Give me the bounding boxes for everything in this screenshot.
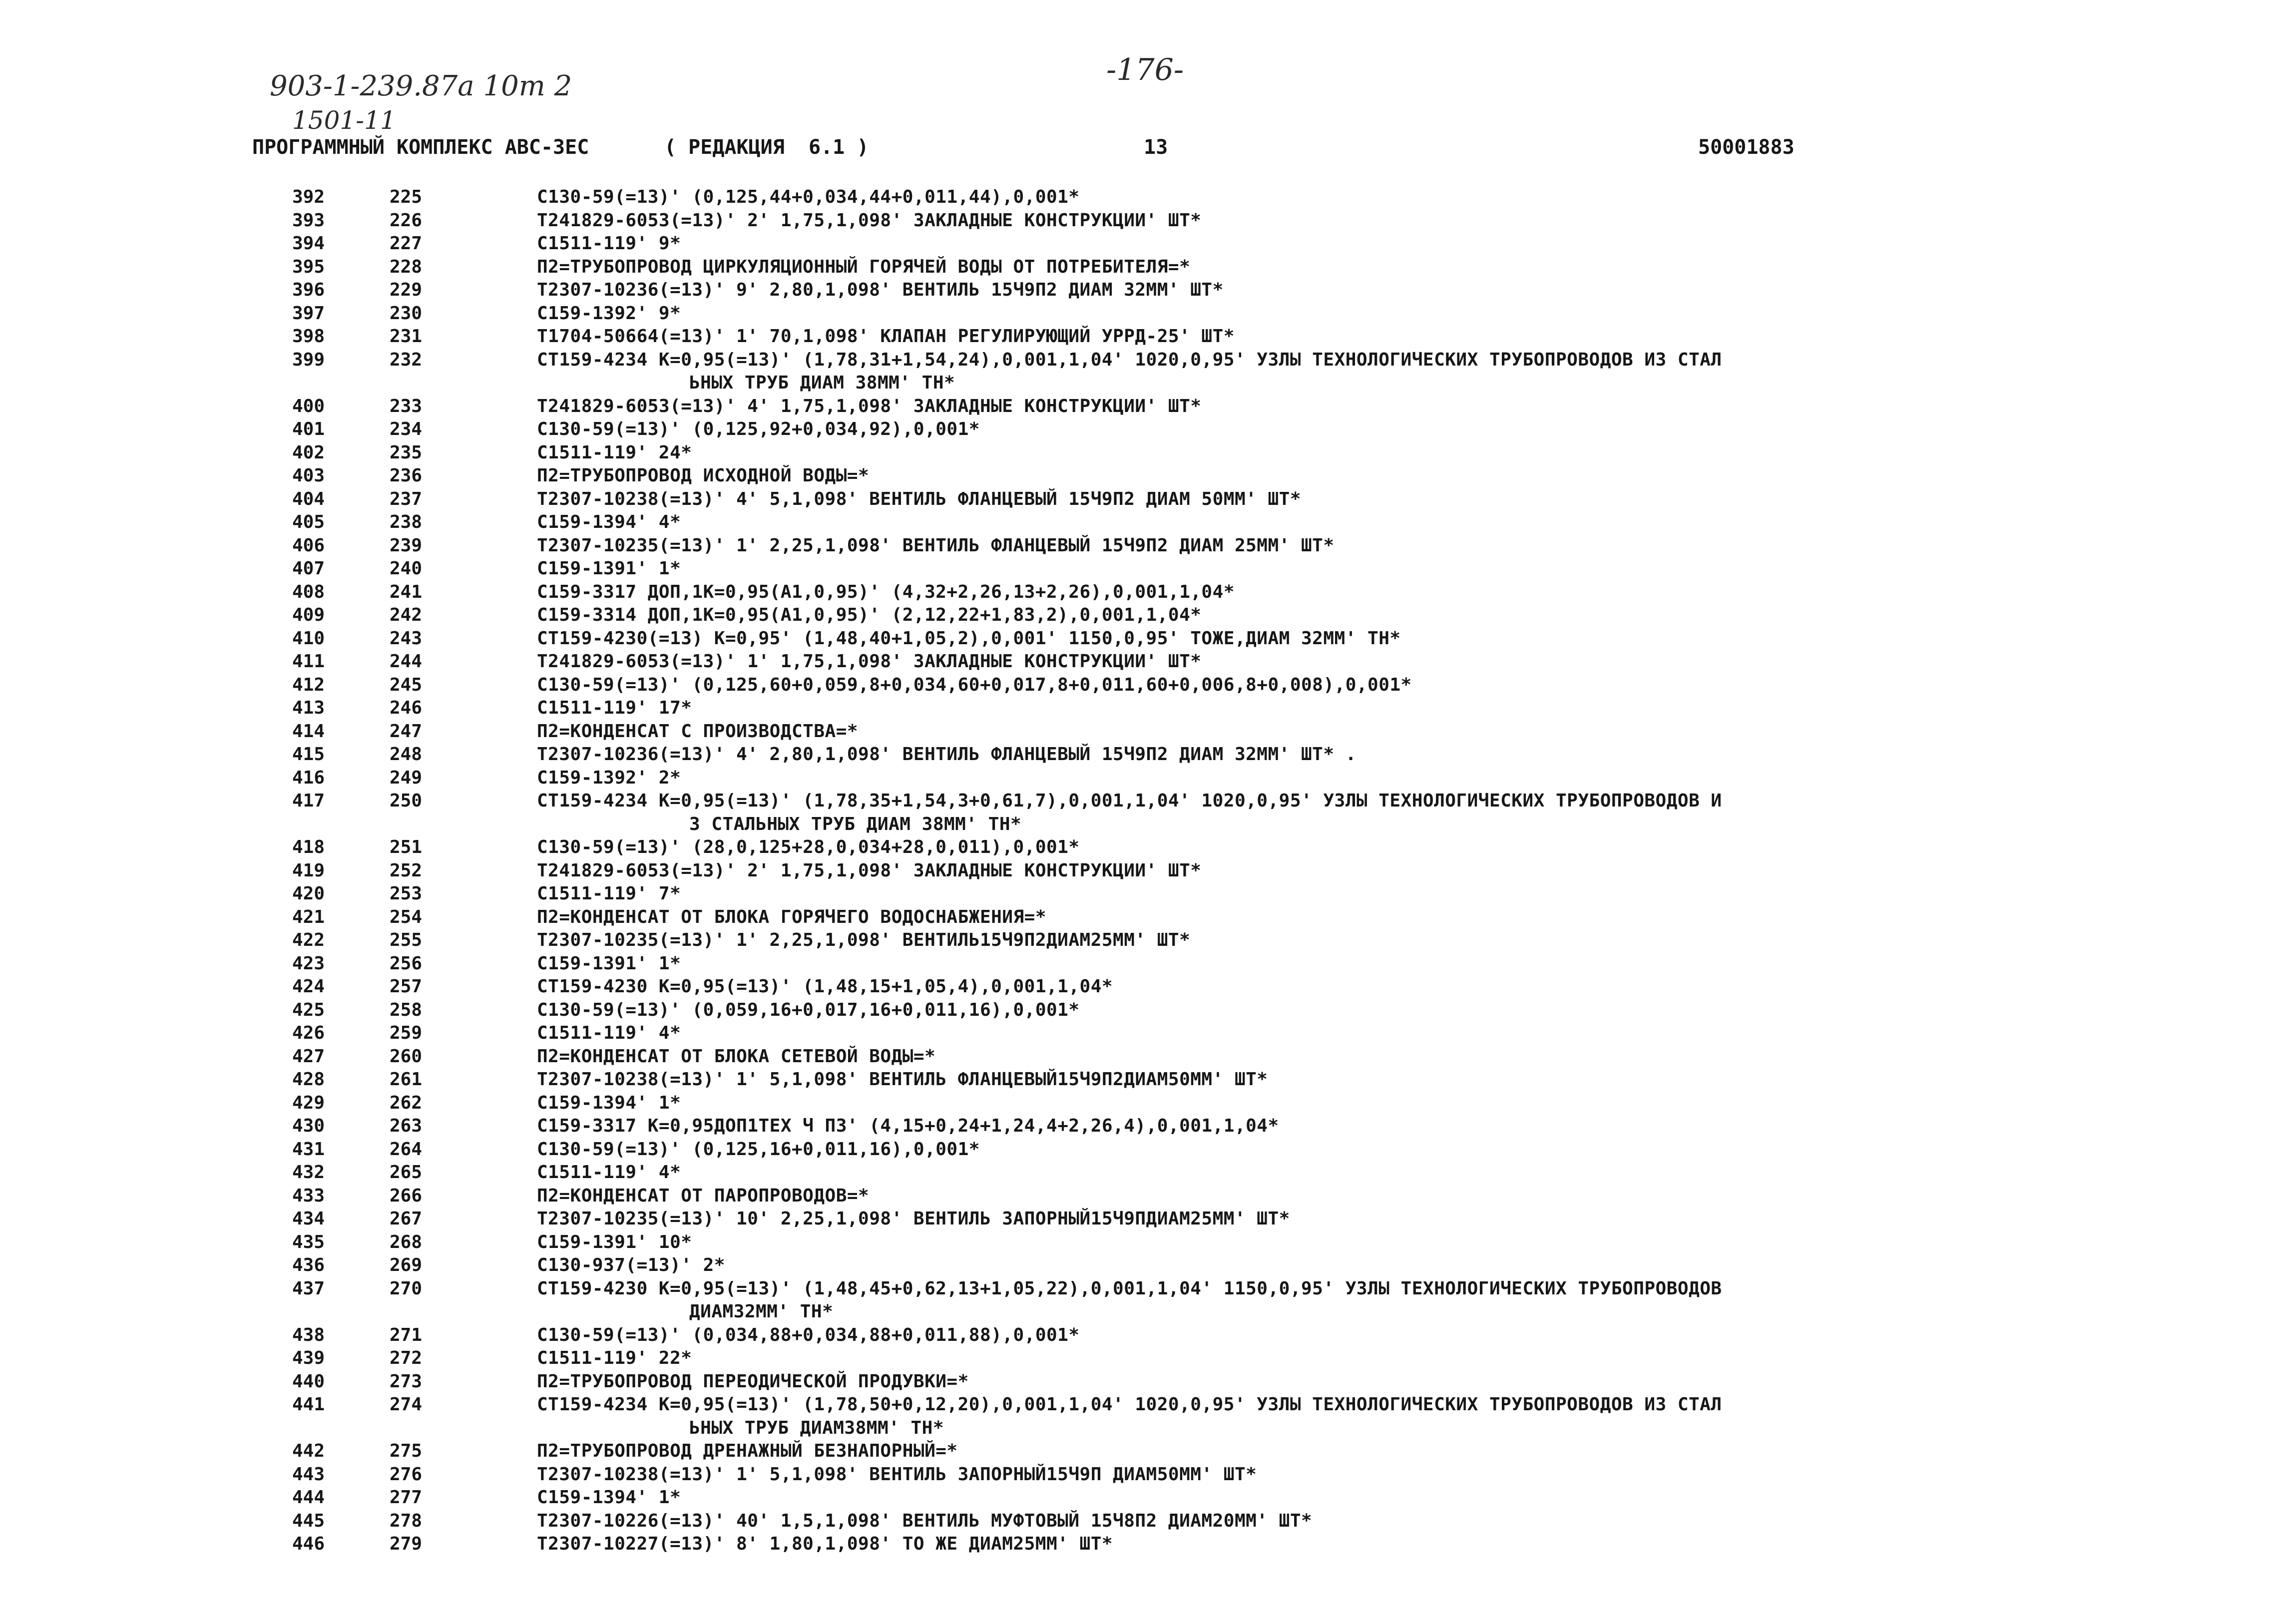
listing-line bbox=[0, 1231, 2273, 1254]
statement-number: 269 bbox=[390, 1255, 423, 1275]
listing-line bbox=[0, 697, 2273, 720]
listing-line bbox=[0, 790, 2273, 813]
statement-text: Т2307-10235(=13)' 1' 2,25,1,098' ВЕНТИЛЬ ФЛАНЦЕВЫЙ 15Ч9П2 ДИАМ 25ММ' ШТ* bbox=[537, 535, 1335, 556]
statement-number: 245 bbox=[390, 674, 423, 695]
listing-line bbox=[0, 1486, 2273, 1510]
listing-line bbox=[0, 1045, 2273, 1069]
listing-line bbox=[0, 418, 2273, 441]
statement-number: 238 bbox=[390, 512, 423, 532]
listing-line bbox=[0, 859, 2273, 883]
statement-number: 250 bbox=[390, 791, 423, 811]
line-number: 413 bbox=[292, 698, 325, 718]
listing-continuation-line bbox=[0, 1300, 2273, 1324]
statement-text: С130-59(=13)' (0,034,88+0,034,88+0,011,88),0,001* bbox=[537, 1324, 1080, 1345]
statement-text: С159-1392' 9* bbox=[537, 303, 681, 324]
statement-number: 251 bbox=[390, 837, 423, 857]
statement-text: П2=ТРУБОПРОВОД ЦИРКУЛЯЦИОННЫЙ ГОРЯЧЕЙ ВОДЫ ОТ ПОТРЕБИТЕЛЯ=* bbox=[537, 256, 1191, 277]
statement-text: Т2307-10227(=13)' 8' 1,80,1,098' ТО ЖЕ ДИАМ25ММ' ШТ* bbox=[537, 1534, 1113, 1554]
statement-number: 268 bbox=[390, 1231, 423, 1252]
statement-text: Т2307-10238(=13)' 4' 5,1,098' ВЕНТИЛЬ ФЛАНЦЕВЫЙ 15Ч9П2 ДИАМ 50ММ' ШТ* bbox=[537, 488, 1301, 509]
statement-text: С159-1391' 1* bbox=[537, 558, 681, 579]
listing-line bbox=[0, 1277, 2273, 1301]
statement-text: С1511-119' 7* bbox=[537, 883, 681, 904]
line-number: 441 bbox=[292, 1394, 325, 1415]
line-number: 403 bbox=[292, 465, 325, 486]
line-number: 417 bbox=[292, 791, 325, 811]
statement-text: П2=ТРУБОПРОВОД ИСХОДНОЙ ВОДЫ=* bbox=[537, 465, 870, 486]
listing-line bbox=[0, 581, 2273, 604]
listing-line bbox=[0, 720, 2273, 744]
statement-number: 276 bbox=[390, 1464, 423, 1485]
statement-number: 235 bbox=[390, 442, 423, 463]
line-number: 396 bbox=[292, 280, 325, 300]
header-code: 50001883 bbox=[1698, 136, 1795, 159]
line-number: 407 bbox=[292, 558, 325, 579]
statement-number: 249 bbox=[390, 767, 423, 788]
statement-text: СТ159-4230 К=0,95(=13)' (1,48,45+0,62,13+1,05,22),0,001,1,04' 1150,0,95' УЗЛЫ ТЕХНОЛОГИЧЕСКИХ ТРУБОПРОВОДОВ bbox=[537, 1278, 1722, 1299]
statement-number: 233 bbox=[390, 396, 423, 416]
line-number: 414 bbox=[292, 721, 325, 742]
statement-number: 263 bbox=[390, 1116, 423, 1136]
statement-number: 271 bbox=[390, 1324, 423, 1345]
line-number: 445 bbox=[292, 1510, 325, 1531]
statement-text: С130-59(=13)' (28,0,125+28,0,034+28,0,011),0,001* bbox=[537, 837, 1080, 857]
line-number: 401 bbox=[292, 419, 325, 439]
statement-number: 232 bbox=[390, 349, 423, 370]
line-number: 416 bbox=[292, 767, 325, 788]
statement-text: Т241829-6053(=13)' 1' 1,75,1,098' ЗАКЛАДНЫЕ КОНСТРУКЦИИ' ШТ* bbox=[537, 651, 1202, 672]
line-number: 437 bbox=[292, 1278, 325, 1299]
line-number: 400 bbox=[292, 396, 325, 416]
line-number: 426 bbox=[292, 1023, 325, 1043]
statement-text: С159-3314 ДОП,1К=0,95(А1,0,95)' (2,12,22+1,83,2),0,001,1,04* bbox=[537, 605, 1202, 625]
listing-line bbox=[0, 1022, 2273, 1045]
line-number: 393 bbox=[292, 210, 325, 231]
listing-line bbox=[0, 1324, 2273, 1347]
line-number: 402 bbox=[292, 442, 325, 463]
statement-number: 259 bbox=[390, 1023, 423, 1043]
statement-number: 229 bbox=[390, 280, 423, 300]
line-number: 411 bbox=[292, 651, 325, 672]
line-number: 429 bbox=[292, 1092, 325, 1113]
statement-number: 231 bbox=[390, 326, 423, 347]
statement-text: С1511-119' 4* bbox=[537, 1162, 681, 1183]
line-number: 404 bbox=[292, 488, 325, 509]
listing-line bbox=[0, 1370, 2273, 1394]
statement-text: Т2307-10235(=13)' 10' 2,25,1,098' ВЕНТИЛЬ ЗАПОРНЫЙ15Ч9ПДИАМ25ММ' ШТ* bbox=[537, 1209, 1290, 1229]
line-number: 406 bbox=[292, 535, 325, 556]
statement-text: СТ159-4230 К=0,95(=13)' (1,48,15+1,05,4),0,001,1,04* bbox=[537, 976, 1113, 997]
line-number: 395 bbox=[292, 256, 325, 277]
statement-text: С159-1391' 1* bbox=[537, 953, 681, 974]
statement-text: С159-3317 ДОП,1К=0,95(А1,0,95)' (4,32+2,26,13+2,26),0,001,1,04* bbox=[537, 581, 1235, 602]
line-number: 415 bbox=[292, 744, 325, 765]
statement-text: Т241829-6053(=13)' 2' 1,75,1,098' ЗАКЛАДНЫЕ КОНСТРУКЦИИ' ШТ* bbox=[537, 860, 1202, 881]
statement-number: 241 bbox=[390, 581, 423, 602]
statement-number: 237 bbox=[390, 488, 423, 509]
statement-text: С130-59(=13)' (0,125,60+0,059,8+0,034,60+0,017,8+0,011,60+0,006,8+0,008),0,001* bbox=[537, 674, 1412, 695]
statement-text: П2=КОНДЕНСАТ ОТ БЛОКА СЕТЕВОЙ ВОДЫ=* bbox=[537, 1046, 936, 1067]
statement-number: 278 bbox=[390, 1510, 423, 1531]
listing-line bbox=[0, 511, 2273, 534]
statement-text: С130-937(=13)' 2* bbox=[537, 1255, 725, 1275]
statement-number: 270 bbox=[390, 1278, 423, 1299]
listing-line bbox=[0, 557, 2273, 581]
statement-text: СТ159-4234 К=0,95(=13)' (1,78,35+1,54,3+0,61,7),0,001,1,04' 1020,0,95' УЗЛЫ ТЕХНОЛОГИЧЕСКИХ ТРУБОПРОВОДОВ И bbox=[537, 791, 1722, 811]
line-number: 423 bbox=[292, 953, 325, 974]
line-number: 443 bbox=[292, 1464, 325, 1485]
line-number: 444 bbox=[292, 1487, 325, 1508]
statement-text: С130-59(=13)' (0,125,92+0,034,92),0,001* bbox=[537, 419, 980, 439]
listing-line bbox=[0, 650, 2273, 674]
line-number: 438 bbox=[292, 1324, 325, 1345]
listing-line bbox=[0, 1440, 2273, 1463]
listing-line bbox=[0, 975, 2273, 999]
statement-text: С130-59(=13)' (0,125,16+0,011,16),0,001* bbox=[537, 1139, 980, 1160]
listing-line bbox=[0, 232, 2273, 256]
listing-line bbox=[0, 674, 2273, 697]
line-number: 442 bbox=[292, 1441, 325, 1461]
statement-number: 277 bbox=[390, 1487, 423, 1508]
listing-line bbox=[0, 464, 2273, 488]
line-number: 408 bbox=[292, 581, 325, 602]
line-number: 440 bbox=[292, 1371, 325, 1392]
line-number: 434 bbox=[292, 1209, 325, 1229]
line-number: 399 bbox=[292, 349, 325, 370]
statement-text: С159-1394' 1* bbox=[537, 1487, 681, 1508]
listing-line bbox=[0, 279, 2273, 302]
line-number: 420 bbox=[292, 883, 325, 904]
statement-number: 234 bbox=[390, 419, 423, 439]
listing-line bbox=[0, 743, 2273, 767]
statement-text: СТ159-4234 К=0,95(=13)' (1,78,31+1,54,24),0,001,1,04' 1020,0,95' УЗЛЫ ТЕХНОЛОГИЧЕСКИХ ТРУБОПРОВОДОВ ИЗ СТАЛ bbox=[537, 349, 1722, 370]
listing-line bbox=[0, 186, 2273, 209]
statement-number: 230 bbox=[390, 303, 423, 324]
listing-line bbox=[0, 1161, 2273, 1185]
statement-number: 273 bbox=[390, 1371, 423, 1392]
statement-number: 242 bbox=[390, 605, 423, 625]
listing-line bbox=[0, 256, 2273, 279]
listing-line bbox=[0, 952, 2273, 976]
statement-number: 260 bbox=[390, 1046, 423, 1067]
line-number: 418 bbox=[292, 837, 325, 857]
statement-number: 265 bbox=[390, 1162, 423, 1183]
listing-line bbox=[0, 395, 2273, 418]
statement-text: С159-1392' 2* bbox=[537, 767, 681, 788]
listing-line bbox=[0, 302, 2273, 326]
statement-text: С1511-119' 9* bbox=[537, 233, 681, 254]
line-number: 410 bbox=[292, 628, 325, 649]
statement-number: 248 bbox=[390, 744, 423, 765]
header-page-number: 13 bbox=[1144, 136, 1168, 159]
listing-line bbox=[0, 767, 2273, 790]
statement-text: Т2307-10238(=13)' 1' 5,1,098' ВЕНТИЛЬ ФЛАНЦЕВЫЙ15Ч9П2ДИАМ50ММ' ШТ* bbox=[537, 1069, 1268, 1090]
handwritten-page-mark: -176- bbox=[1106, 52, 1184, 87]
statement-number: 228 bbox=[390, 256, 423, 277]
statement-number: 252 bbox=[390, 860, 423, 881]
statement-text: С1511-119' 24* bbox=[537, 442, 692, 463]
statement-number: 247 bbox=[390, 721, 423, 742]
listing-line bbox=[0, 1068, 2273, 1092]
listing-line bbox=[0, 1138, 2273, 1162]
listing-line bbox=[0, 1393, 2273, 1417]
listing-line bbox=[0, 534, 2273, 558]
line-number: 446 bbox=[292, 1534, 325, 1554]
statement-text: Т2307-10236(=13)' 9' 2,80,1,098' ВЕНТИЛЬ 15Ч9П2 ДИАМ 32ММ' ШТ* bbox=[537, 280, 1224, 300]
listing-line bbox=[0, 209, 2273, 233]
statement-text: П2=ТРУБОПРОВОД ДРЕНАЖНЫЙ БЕЗНАПОРНЫЙ=* bbox=[537, 1441, 958, 1461]
statement-number: 272 bbox=[390, 1348, 423, 1368]
statement-text: С159-1394' 4* bbox=[537, 512, 681, 532]
line-number: 433 bbox=[292, 1185, 325, 1206]
line-number: 422 bbox=[292, 930, 325, 950]
listing-line bbox=[0, 1510, 2273, 1533]
statement-number: 256 bbox=[390, 953, 423, 974]
statement-number: 239 bbox=[390, 535, 423, 556]
listing-line bbox=[0, 1347, 2273, 1370]
line-number: 425 bbox=[292, 999, 325, 1020]
handwritten-sub-code: 1501-11 bbox=[292, 106, 396, 135]
statement-number: 258 bbox=[390, 999, 423, 1020]
statement-text: С1511-119' 22* bbox=[537, 1348, 692, 1368]
listing-line bbox=[0, 999, 2273, 1022]
statement-text: СТ159-4230(=13) К=0,95' (1,48,40+1,05,2),0,001' 1150,0,95' ТОЖЕ,ДИАМ 32ММ' ТН* bbox=[537, 628, 1401, 649]
statement-text: Т241829-6053(=13)' 4' 1,75,1,098' ЗАКЛАДНЫЕ КОНСТРУКЦИИ' ШТ* bbox=[537, 396, 1202, 416]
statement-number: 267 bbox=[390, 1209, 423, 1229]
line-number: 428 bbox=[292, 1069, 325, 1090]
listing-line bbox=[0, 1115, 2273, 1138]
statement-number: 253 bbox=[390, 883, 423, 904]
line-number: 427 bbox=[292, 1046, 325, 1067]
statement-text: С130-59(=13)' (0,059,16+0,017,16+0,011,16),0,001* bbox=[537, 999, 1080, 1020]
statement-text: С159-1394' 1* bbox=[537, 1092, 681, 1113]
statement-text: Т2307-10236(=13)' 4' 2,80,1,098' ВЕНТИЛЬ ФЛАНЦЕВЫЙ 15Ч9П2 ДИАМ 32ММ' ШТ* . bbox=[537, 744, 1357, 765]
statement-text: Т2307-10238(=13)' 1' 5,1,098' ВЕНТИЛЬ ЗАПОРНЫЙ15Ч9П ДИАМ50ММ' ШТ* bbox=[537, 1464, 1257, 1485]
line-number: 430 bbox=[292, 1116, 325, 1136]
statement-number: 254 bbox=[390, 906, 423, 927]
statement-text: Т1704-50664(=13)' 1' 70,1,098' КЛАПАН РЕГУЛИРУЮЩИЙ УРРД-25' ШТ* bbox=[537, 326, 1235, 347]
statement-number: 257 bbox=[390, 976, 423, 997]
statement-text: Т2307-10226(=13)' 40' 1,5,1,098' ВЕНТИЛЬ МУФТОВЫЙ 15Ч8П2 ДИАМ20ММ' ШТ* bbox=[537, 1510, 1313, 1531]
listing-continuation-line bbox=[0, 372, 2273, 395]
statement-number: 246 bbox=[390, 698, 423, 718]
statement-number: 264 bbox=[390, 1139, 423, 1160]
statement-number: 240 bbox=[390, 558, 423, 579]
statement-number: 274 bbox=[390, 1394, 423, 1415]
line-number: 419 bbox=[292, 860, 325, 881]
statement-text: Т2307-10235(=13)' 1' 2,25,1,098' ВЕНТИЛЬ15Ч9П2ДИАМ25ММ' ШТ* bbox=[537, 930, 1191, 950]
listing-line bbox=[0, 836, 2273, 859]
listing-line bbox=[0, 1185, 2273, 1208]
line-number: 392 bbox=[292, 187, 325, 207]
line-number: 394 bbox=[292, 233, 325, 254]
statement-text: ЬНЫХ ТРУБ ДИАМ 38ММ' ТН* bbox=[689, 373, 955, 393]
listing-line bbox=[0, 882, 2273, 906]
line-number: 397 bbox=[292, 303, 325, 324]
statement-number: 225 bbox=[390, 187, 423, 207]
header-edition: ( РЕДАКЦИЯ 6.1 ) bbox=[664, 136, 869, 159]
statement-text: П2=КОНДЕНСАТ ОТ БЛОКА ГОРЯЧЕГО ВОДОСНАБЖЕНИЯ=* bbox=[537, 906, 1046, 927]
header-program: ПРОГРАММНЫЙ КОМПЛЕКС АВС-3ЕС bbox=[252, 136, 589, 159]
statement-number: 279 bbox=[390, 1534, 423, 1554]
statement-text: П2=КОНДЕНСАТ ОТ ПАРОПРОВОДОВ=* bbox=[537, 1185, 870, 1206]
listing-line bbox=[0, 325, 2273, 349]
listing-continuation-line bbox=[0, 813, 2273, 836]
statement-number: 261 bbox=[390, 1069, 423, 1090]
line-number: 412 bbox=[292, 674, 325, 695]
listing-line bbox=[0, 1533, 2273, 1556]
line-number: 439 bbox=[292, 1348, 325, 1368]
statement-number: 262 bbox=[390, 1092, 423, 1113]
statement-text: З СТАЛЬНЫХ ТРУБ ДИАМ 38ММ' ТН* bbox=[689, 813, 1022, 834]
listing-line bbox=[0, 349, 2273, 372]
line-number: 409 bbox=[292, 605, 325, 625]
listing-line bbox=[0, 488, 2273, 511]
line-number: 435 bbox=[292, 1231, 325, 1252]
statement-text: С1511-119' 17* bbox=[537, 698, 692, 718]
statement-number: 244 bbox=[390, 651, 423, 672]
statement-text: С159-3317 К=0,95ДОП1ТЕХ Ч П3' (4,15+0,24+1,24,4+2,26,4),0,001,1,04* bbox=[537, 1116, 1279, 1136]
statement-number: 255 bbox=[390, 930, 423, 950]
listing-line bbox=[0, 906, 2273, 929]
line-number: 436 bbox=[292, 1255, 325, 1275]
line-number: 424 bbox=[292, 976, 325, 997]
statement-text: ДИАМ32ММ' ТН* bbox=[689, 1301, 834, 1322]
statement-number: 236 bbox=[390, 465, 423, 486]
program-listing bbox=[0, 186, 2273, 1556]
statement-text: С130-59(=13)' (0,125,44+0,034,44+0,011,44),0,001* bbox=[537, 187, 1080, 207]
listing-line bbox=[0, 1463, 2273, 1487]
statement-number: 226 bbox=[390, 210, 423, 231]
listing-line bbox=[0, 1092, 2273, 1115]
statement-number: 275 bbox=[390, 1441, 423, 1461]
statement-text: П2=КОНДЕНСАТ С ПРОИЗВОДСТВА=* bbox=[537, 721, 859, 742]
statement-text: С159-1391' 10* bbox=[537, 1231, 692, 1252]
statement-number: 243 bbox=[390, 628, 423, 649]
listing-line bbox=[0, 1254, 2273, 1277]
statement-text: Т241829-6053(=13)' 2' 1,75,1,098' ЗАКЛАДНЫЕ КОНСТРУКЦИИ' ШТ* bbox=[537, 210, 1202, 231]
statement-text: ЬНЫХ ТРУБ ДИАМ38ММ' ТН* bbox=[689, 1417, 944, 1438]
listing-line bbox=[0, 604, 2273, 627]
line-number: 405 bbox=[292, 512, 325, 532]
statement-number: 227 bbox=[390, 233, 423, 254]
line-number: 432 bbox=[292, 1162, 325, 1183]
line-number: 421 bbox=[292, 906, 325, 927]
statement-text: СТ159-4234 К=0,95(=13)' (1,78,50+0,12,20),0,001,1,04' 1020,0,95' УЗЛЫ ТЕХНОЛОГИЧЕСКИХ ТРУБОПРОВОДОВ ИЗ СТАЛ bbox=[537, 1394, 1722, 1415]
statement-number: 266 bbox=[390, 1185, 423, 1206]
handwritten-doc-code: 903-1-239.87а 10т 2 bbox=[270, 70, 572, 102]
listing-line bbox=[0, 1208, 2273, 1231]
line-number: 431 bbox=[292, 1139, 325, 1160]
statement-text: П2=ТРУБОПРОВОД ПЕРЕОДИЧЕСКОЙ ПРОДУВКИ=* bbox=[537, 1371, 969, 1392]
listing-line bbox=[0, 627, 2273, 651]
listing-line bbox=[0, 929, 2273, 952]
listing-line bbox=[0, 441, 2273, 465]
listing-continuation-line bbox=[0, 1417, 2273, 1440]
line-number: 398 bbox=[292, 326, 325, 347]
statement-text: С1511-119' 4* bbox=[537, 1023, 681, 1043]
